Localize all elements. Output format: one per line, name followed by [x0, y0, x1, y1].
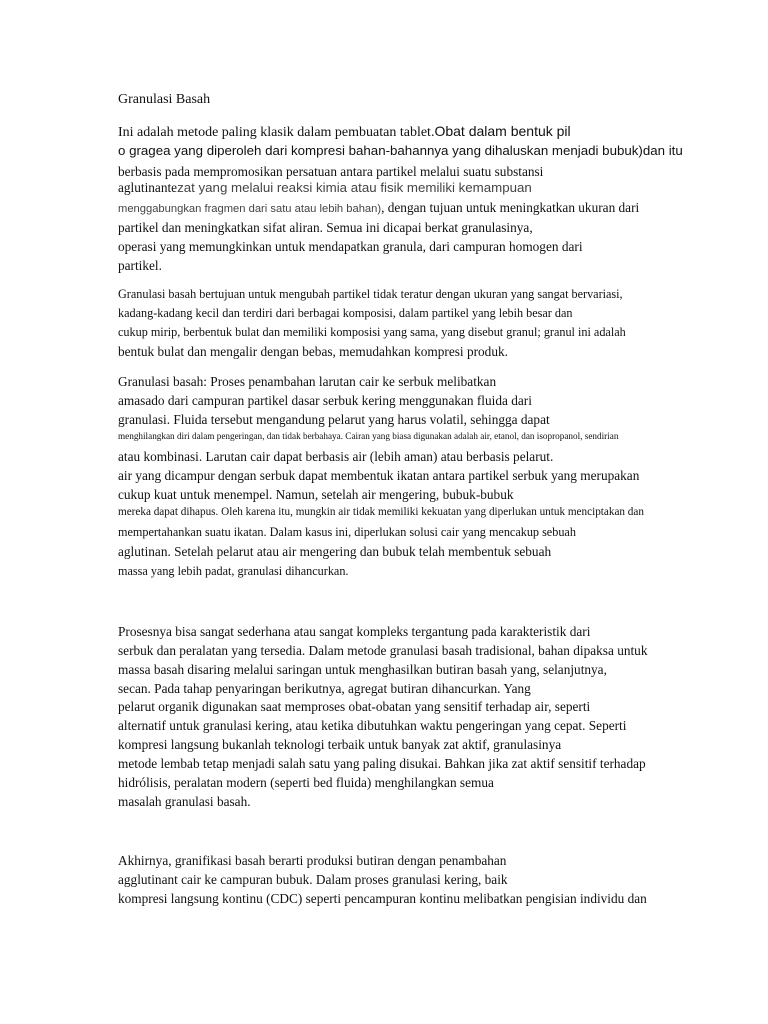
- paragraph-3-line-5: atau kombinasi. Larutan cair dapat berbasis air (lebih aman) atau berbasis pelarut.: [118, 449, 554, 464]
- paragraph-3-line-9: mempertahankan suatu ikatan. Dalam kasus ini, diperlukan solusi cair yang mencakup sebuah: [118, 525, 576, 539]
- paragraph-2-line-2: kadang-kadang kecil dan terdiri dari berbagai komposisi, dalam partikel yang lebih besar dan: [118, 306, 573, 320]
- paragraph-3-line-2: amasado dari campuran partikel dasar serbuk kering menggunakan fluida dari: [118, 393, 532, 408]
- paragraph-4-line-3: massa basah disaring melalui saringan untuk menghasilkan butiran basah yang, selanjutnya,: [118, 662, 607, 677]
- paragraph-3-line-10: aglutinan. Setelah pelarut atau air mengering dan bubuk telah membentuk sebuah: [118, 544, 552, 559]
- text-run: zat yang melalui reaksi kimia atau fisik memiliki kemampuan: [177, 180, 532, 195]
- paragraph-4-line-6: alternatif untuk granulasi kering, atau ketika dibutuhkan waktu pengeringan yang cepat. Seperti: [118, 718, 627, 733]
- paragraph-4-line-7: kompresi langsung bukanlah teknologi terbaik untuk banyak zat aktif, granulasinya: [118, 737, 562, 752]
- paragraph-1-line-1: [118, 123, 571, 142]
- document-title: Granulasi Basah: [118, 92, 211, 107]
- paragraph-1-line-6: partikel dan meningkatkan sifat aliran. Semua ini dicapai berkat granulasinya,: [118, 220, 533, 235]
- paragraph-3-line-7: cukup kuat untuk menempel. Namun, setelah air mengering, bubuk-bubuk: [118, 487, 514, 502]
- text-run: aglutinante: [118, 180, 178, 195]
- paragraph-4-line-1: Prosesnya bisa sangat sederhana atau sangat kompleks tergantung pada karakteristik dari: [118, 624, 591, 639]
- paragraph-3-line-1: Granulasi basah: Proses penambahan larutan cair ke serbuk melibatkan: [118, 374, 497, 389]
- paragraph-4-line-5: pelarut organik digunakan saat memproses obat-obatan yang sensitif terhadap air, seperti: [118, 699, 591, 714]
- paragraph-3-line-4: menghilangkan diri dalam pengeringan, dan tidak berbahaya. Cairan yang biasa digunakan adalah air, etanol, dan isopropanol, sendirian: [118, 431, 619, 441]
- paragraph-1-line-4: [118, 180, 532, 196]
- paragraph-5-line-3: kompresi langsung kontinu (CDC) seperti pencampuran kontinu melibatkan pengisian individu dan: [118, 891, 647, 906]
- text-run: menggabungkan fragmen dari satu atau lebih bahan): [118, 203, 382, 215]
- text-run: Obat dalam bentuk pil: [434, 123, 571, 139]
- paragraph-4-line-10: masalah granulasi basah.: [118, 794, 251, 809]
- paragraph-1-line-2: o gragea yang diperoleh dari kompresi bahan-bahannya yang dihaluskan menjadi bubuk)dan itu: [118, 143, 683, 158]
- paragraph-4-line-2: serbuk dan peralatan yang tersedia. Dalam metode granulasi basah tradisional, bahan dipaksa untuk: [118, 643, 648, 658]
- paragraph-2-line-4: bentuk bulat dan mengalir dengan bebas, memudahkan kompresi produk.: [118, 344, 508, 359]
- paragraph-3-line-8: mereka dapat dihapus. Oleh karena itu, mungkin air tidak memiliki kekuatan yang diperlukan untuk menciptakan dan: [118, 506, 644, 518]
- paragraph-2-line-1: Granulasi basah bertujuan untuk mengubah partikel tidak teratur dengan ukuran yang sangat bervariasi,: [118, 287, 623, 301]
- paragraph-4-line-4: secan. Pada tahap penyaringan berikutnya, agregat butiran dihancurkan. Yang: [118, 681, 531, 696]
- paragraph-3-line-11: massa yang lebih padat, granulasi dihancurkan.: [118, 564, 349, 578]
- text-run: Ini adalah metode paling klasik dalam pembuatan tablet.: [118, 125, 435, 140]
- text-run: , dengan tujuan untuk meningkatkan ukuran dari: [381, 200, 640, 215]
- paragraph-1-line-5: [118, 200, 639, 216]
- paragraph-5-line-2: agglutinant cair ke campuran bubuk. Dalam proses granulasi kering, baik: [118, 872, 508, 887]
- paragraph-3-line-3: granulasi. Fluida tersebut mengandung pelarut yang harus volatil, sehingga dapat: [118, 412, 550, 427]
- paragraph-1-line-7: operasi yang memungkinkan untuk mendapatkan granula, dari campuran homogen dari: [118, 239, 583, 254]
- paragraph-1-line-3: berbasis pada mempromosikan persatuan antara partikel melalui suatu substansi: [118, 164, 544, 179]
- paragraph-4-line-8: metode lembab tetap menjadi salah satu yang paling disukai. Bahkan jika zat aktif sensitif terhadap: [118, 756, 646, 771]
- paragraph-4-line-9: hidrólisis, peralatan modern (seperti bed fluida) menghilangkan semua: [118, 775, 494, 790]
- paragraph-2-line-3: cukup mirip, berbentuk bulat dan memiliki komposisi yang sama, yang disebut granul; granul ini adalah: [118, 325, 626, 339]
- paragraph-5-line-1: Akhirnya, granifikasi basah berarti produksi butiran dengan penambahan: [118, 853, 507, 868]
- paragraph-3-line-6: air yang dicampur dengan serbuk dapat membentuk ikatan antara partikel serbuk yang merupakan: [118, 468, 640, 483]
- paragraph-1-line-8: partikel.: [118, 258, 162, 273]
